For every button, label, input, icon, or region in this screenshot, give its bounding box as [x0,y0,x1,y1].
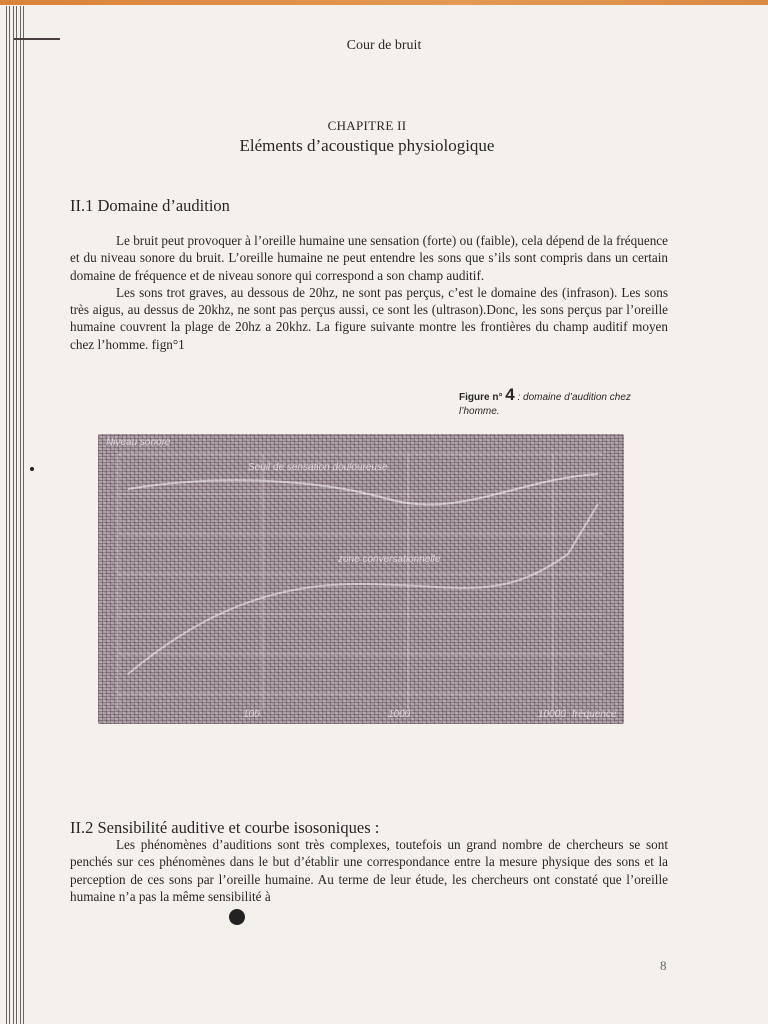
section-2-body [70,836,668,905]
chapter-label: CHAPITRE II [327,118,407,133]
figure-tick-b: 1000 [388,709,411,720]
figure-caption-number: 4 [505,385,515,404]
chapter-title: Eléments d’acoustique physiologique [239,136,495,155]
margin-dot [30,467,34,471]
figure-caption-label: Figure n° [459,392,503,403]
section-2-title: II.2 Sensibilité auditive et courbe isosoniques : [70,818,380,837]
hearing-domain-figure [98,434,624,724]
page-number: 8 [660,958,667,973]
section-1-paragraph-2: Les sons trot graves, au dessous de 20hz, ne sont pas perçus, c’est le domaine des (infrason). Les sons très aigus, au dessus de 20khz, ne sont pas perçus aussi, ce sont les (ultrason).Donc, les sons perçus par l’oreille humaine couvrent la plage de 20hz a 20khz. La figure suivante montre les frontières du champ auditif moyen chez l’homme. fign°1 [70,284,668,352]
figure-caption [459,385,649,419]
figure-tick-a: 100 [243,709,260,720]
figure-graphic [98,434,624,724]
section-1-body [70,232,668,353]
figure-caption-text: : domaine d’audition chez l’homme. [459,392,631,417]
figure-y-axis-label: Niveau sonore [106,437,171,448]
section-2-paragraph-1: Les phénomènes d’auditions sont très complexes, toutefois un grand nombre de chercheurs se sont penchés sur ces phénomènes dans le but d’établir une correspondance entre la mesure physique des sons et la perception de ces sons par l’oreille humaine. Au terme de leur étude, les chercheurs ont constaté que l’oreille humaine n’a pas la même sensibilité à [70,837,668,904]
figure-x-axis-label: fréquence [572,709,617,720]
page-top-edge [0,0,768,5]
ink-dot [229,909,245,925]
section-1-title: II.1 Domaine d’audition [70,196,230,215]
figure-upper-curve-label: Seuil de sensation douloureuse [248,462,388,473]
figure-middle-label: zone conversationnelle [338,554,441,565]
figure-tick-c: 10000 [538,709,566,720]
running-header: Cour de bruit [346,38,422,53]
binder-margin [4,6,34,1024]
section-1-paragraph-1: Le bruit peut provoquer à l’oreille humaine une sensation (forte) ou (faible), cela dépend de la fréquence et du niveau sonore du bruit. L’oreille humaine ne peut entendre les sons que s’ils sont compris dans un certain domaine de fréquence et de niveau sonore qui correspond a son champ auditif. [70,233,668,283]
